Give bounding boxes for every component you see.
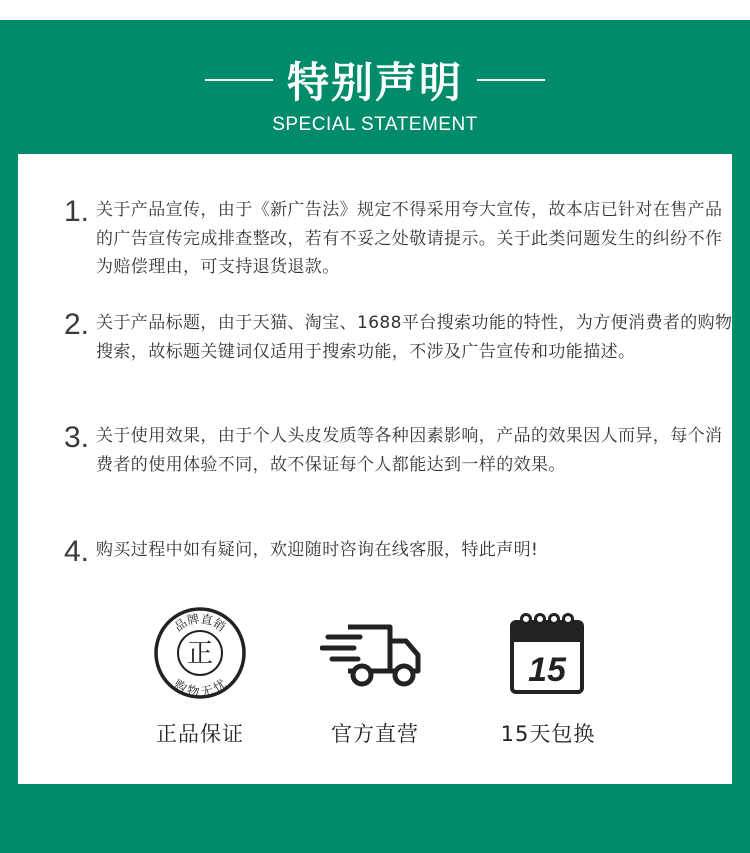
guarantee-label: 官方直营 — [331, 722, 419, 746]
calendar-15-icon — [478, 608, 618, 698]
guarantee-icons — [18, 608, 732, 758]
page-subtitle: SPECIAL STATEMENT — [272, 114, 478, 135]
guarantee-label: 正品保证 — [156, 722, 244, 746]
statement-text: 关于使用效果，由于个人头皮发质等各种因素影响，产品的效果因人而异，每个消费者的使用体验不同，故不保证每个人都能达到一样的效果。 — [96, 426, 723, 475]
seal-bottom-text: 购物无忧 — [171, 676, 229, 700]
statement-text: 关于产品标题，由于天猫、淘宝、1688平台搜索功能的特性，为方便消费者的购物搜索，故标题关键词仅适用于搜索功能，不涉及广告宣传和功能描述。 — [96, 313, 733, 362]
guarantee-authentic — [130, 608, 270, 748]
guarantee-official — [305, 608, 445, 748]
title-line-left — [205, 79, 273, 81]
authentic-seal-icon — [130, 608, 270, 698]
statement-number: 3. — [64, 421, 90, 454]
statement-card — [18, 154, 732, 784]
statement-text: 关于产品宣传，由于《新广告法》规定不得采用夸大宣传，故本店已针对在售产品的广告宣传完成排查整改，若有不妥之处敬请提示。关于此类问题发生的纠纷不作为赔偿理由，可支持退货退款。 — [96, 200, 723, 277]
title-line-right — [477, 79, 545, 81]
statement-number: 4. — [64, 535, 90, 568]
statement-text: 购买过程中如有疑问，欢迎随时咨询在线客服，特此声明! — [96, 540, 539, 560]
delivery-truck-icon — [305, 608, 445, 698]
seal-top-text: 品牌直销 — [171, 611, 229, 635]
guarantee-exchange — [478, 608, 618, 748]
statement-item-1 — [66, 196, 734, 282]
calendar-number: 15 — [528, 651, 566, 689]
top-strip — [0, 0, 750, 20]
statement-item-4 — [64, 535, 734, 568]
page-title: 特别声明 — [286, 58, 463, 107]
guarantee-label: 15天包换 — [500, 722, 596, 746]
statement-number: 1. — [64, 195, 90, 228]
statement-number: 2. — [64, 308, 90, 341]
statement-item-2 — [66, 309, 734, 366]
seal-center-text: 正 — [186, 639, 214, 669]
statement-item-3 — [66, 422, 734, 479]
title-row — [0, 52, 750, 108]
